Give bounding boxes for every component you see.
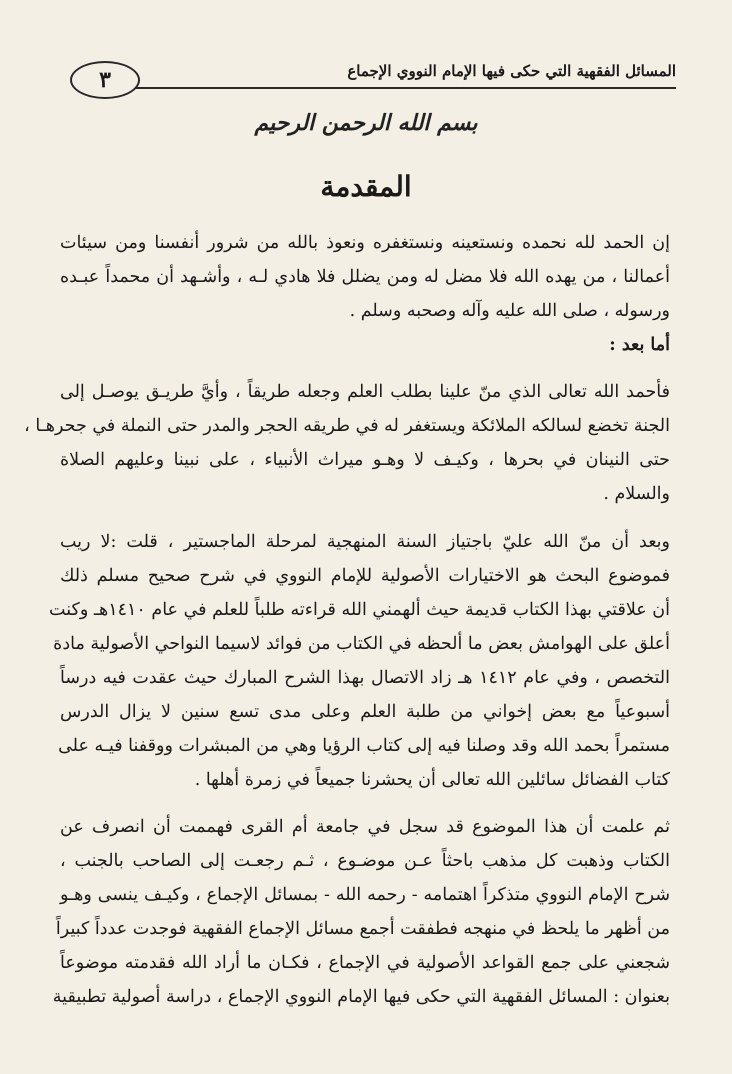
header-rule (110, 87, 676, 89)
text-line: بعنوان : المسائل الفقهية التي حكى فيها الإمام النووي الإجماع ، دراسة أصولية تطبيقية (52, 987, 670, 1007)
header-title: المسائل الفقهية التي حكى فيها الإمام النووي الإجماع (347, 62, 676, 80)
text-line: كتاب الفضائل سائلين الله تعالى أن يحشرنا جميعاً في زمرة أهلها . (194, 770, 670, 790)
text-line: ثم علمت أن هذا الموضوع قد سجل في جامعة أم القرى فهممت أن انصرف عن (60, 817, 670, 837)
text-line: أعمالنا ، من يهده الله فلا مضل له ومن يضلل فلا هادي لـه ، وأشـهد أن محمداً عبـده (60, 267, 670, 287)
text-line: فأحمد الله تعالى الذي منّ علينا بطلب العلم وجعله طريقاً ، وأيَّ طريـق يوصـل إلى (60, 382, 670, 402)
page-number: ٣ (70, 61, 140, 99)
text-line: شجعني على جمع القواعد الأصولية في الإجماع ، فكـان ما أراد الله فقدمته موضوعاً (60, 953, 670, 973)
basmala: بسم الله الرحمن الرحيم (254, 110, 478, 136)
text-line: أسبوعياً مع بعض إخواني من طلبة العلم وعلى مدى تسع سنين لا يزال الدرس (60, 702, 670, 722)
text-line: مستمراً بحمد الله وقد وصلنا فيه إلى كتاب الرؤيا وهي من المبشرات ووقفنا فيـه على (58, 736, 670, 756)
text-line: فموضوع البحث هو الاختيارات الأصولية للإمام النووي في شرح صحيح مسلم ذلك (60, 566, 670, 586)
text-line: من أظهر ما يلحظ في منهجه فطفقت أجمع مسائل الإجماع الفقهية فوجدت عدداً كبيراً (55, 919, 670, 939)
text-line: أعلق على الهوامش بعض ما ألحظه في الكتاب من فوائد لاسيما النواحي الأصولية مادة (53, 634, 670, 654)
text-line: أن علاقتي بهذا الكتاب قديمة حيث ألهمني الله قراءته طلباً للعلم في عام ١٤١٠هـ وكنت (49, 600, 670, 620)
text-line: إن الحمد لله نحمده ونستعينه ونستغفره ونعوذ بالله من شرور أنفسنا ومن سيئات (60, 233, 670, 253)
text-line: الكتاب وذهبت كل مذهب باحثاً عـن موضـوع ، ثـم رجعـت إلى الصاحب بالجنب ، (60, 851, 670, 871)
text-line: الجنة تخضع لسالكه الملائكة ويستغفر له في طريقه الحجر والمدر حتى النملة في جحرهـا ، (24, 416, 670, 436)
text-line: التخصص ، وفي عام ١٤١٢ هـ زاد الاتصال بهذا الشرح المبارك حيث عقدت فيه درساً (60, 668, 671, 688)
text-line: شرح الإمام النووي متذكراً اهتمامه - رحمه الله - بمسائل الإجماع ، وكيـف ينسى وهـو (60, 885, 670, 905)
text-line: وبعد أن منّ الله عليّ باجتياز السنة المنهجية لمرحلة الماجستير ، قلت :لا ريب (60, 532, 670, 552)
text-line: ورسوله ، صلى الله عليه وآله وصحبه وسلم . (349, 301, 670, 321)
section-title: المقدمة (320, 170, 412, 203)
text-line: حتى النينان في بحرها ، وكيـف لا وهـو ميراث الأنبياء ، على نبينا وعليهم الصلاة (60, 450, 670, 470)
text-line-heading: أما بعد : (609, 335, 670, 355)
text-line: والسلام . (603, 484, 670, 504)
running-header (70, 56, 676, 100)
